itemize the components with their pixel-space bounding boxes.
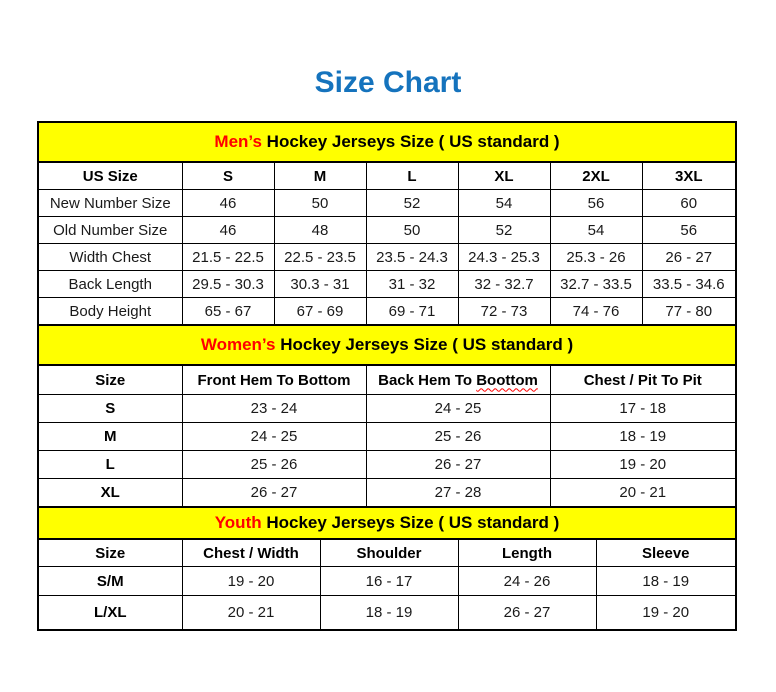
womens-column-header: Chest / Pit To Pit: [550, 366, 735, 395]
womens-banner-highlight: Women’s: [200, 335, 276, 354]
youth-column-header: Shoulder: [320, 540, 458, 567]
table-cell: 25.3 - 26: [550, 244, 642, 271]
mens-banner-text: Hockey Jerseys Size ( US standard ): [261, 132, 560, 151]
table-cell: 56: [550, 190, 642, 217]
table-cell: 32.7 - 33.5: [550, 271, 642, 298]
table-cell: 60: [642, 190, 735, 217]
mens-row-label: Old Number Size: [39, 217, 182, 244]
mens-row-label: Width Chest: [39, 244, 182, 271]
page-title: Size Chart: [314, 66, 462, 99]
mens-column-header: L: [366, 163, 458, 190]
table-cell: 77 - 80: [642, 298, 735, 325]
table-cell: 26 - 27: [366, 451, 550, 479]
table-cell: 23.5 - 24.3: [366, 244, 458, 271]
table-cell: 24.3 - 25.3: [458, 244, 550, 271]
table-cell: 26 - 27: [642, 244, 735, 271]
table-cell: 21.5 - 22.5: [182, 244, 274, 271]
table-cell: 31 - 32: [366, 271, 458, 298]
mens-banner-highlight: Men’s: [214, 132, 262, 151]
table-row: [39, 395, 735, 423]
table-cell: 56: [642, 217, 735, 244]
youth-section-banner: [39, 506, 735, 540]
table-cell: 19 - 20: [596, 596, 735, 630]
table-cell: 50: [366, 217, 458, 244]
table-row: [39, 451, 735, 479]
youth-column-header: Sleeve: [596, 540, 735, 567]
youth-banner-highlight: Youth: [214, 513, 262, 532]
mens-row-label: New Number Size: [39, 190, 182, 217]
mens-column-header: S: [182, 163, 274, 190]
mens-row-label: Back Length: [39, 271, 182, 298]
youth-header-row: [39, 540, 735, 567]
mens-column-header: M: [274, 163, 366, 190]
table-cell: 46: [182, 217, 274, 244]
table-cell: 30.3 - 31: [274, 271, 366, 298]
mens-column-header: XL: [458, 163, 550, 190]
table-cell: 17 - 18: [550, 395, 735, 423]
mens-column-header: 3XL: [642, 163, 735, 190]
womens-row-label: M: [39, 423, 182, 451]
table-cell: 25 - 26: [366, 423, 550, 451]
table-cell: 65 - 67: [182, 298, 274, 325]
table-cell: 52: [458, 217, 550, 244]
table-cell: 24 - 25: [366, 395, 550, 423]
table-row: [39, 479, 735, 507]
womens-section-banner: [39, 324, 735, 366]
youth-column-header: Chest / Width: [182, 540, 320, 567]
table-cell: 24 - 25: [182, 423, 366, 451]
table-row: [39, 596, 735, 630]
table-row: [39, 298, 735, 325]
womens-banner-text: Hockey Jerseys Size ( US standard ): [275, 335, 574, 354]
table-cell: 27 - 28: [366, 479, 550, 507]
table-cell: 18 - 19: [596, 567, 735, 596]
table-cell: 18 - 19: [320, 596, 458, 630]
table-cell: 69 - 71: [366, 298, 458, 325]
mens-header-row: [39, 163, 735, 190]
table-cell: 19 - 20: [550, 451, 735, 479]
table-cell: 20 - 21: [182, 596, 320, 630]
table-cell: 32 - 32.7: [458, 271, 550, 298]
womens-row-label: L: [39, 451, 182, 479]
table-cell: 18 - 19: [550, 423, 735, 451]
table-cell: 19 - 20: [182, 567, 320, 596]
youth-column-header: Length: [458, 540, 596, 567]
mens-column-header: US Size: [39, 163, 182, 190]
youth-column-header: Size: [39, 540, 182, 567]
youth-size-table: [39, 540, 735, 629]
womens-column-header: [366, 366, 550, 395]
womens-row-label: XL: [39, 479, 182, 507]
table-row: [39, 217, 735, 244]
table-cell: 72 - 73: [458, 298, 550, 325]
womens-column-header: Size: [39, 366, 182, 395]
womens-header-row: [39, 366, 735, 395]
table-cell: 22.5 - 23.5: [274, 244, 366, 271]
spellcheck-squiggle-word: Boottom: [476, 371, 538, 389]
womens-size-table: [39, 366, 735, 506]
table-cell: 25 - 26: [182, 451, 366, 479]
youth-banner-text: Hockey Jerseys Size ( US standard ): [261, 513, 560, 532]
table-row: [39, 567, 735, 596]
table-cell: 20 - 21: [550, 479, 735, 507]
mens-section-banner: [39, 123, 735, 163]
table-cell: 26 - 27: [182, 479, 366, 507]
table-row: [39, 244, 735, 271]
table-cell: 26 - 27: [458, 596, 596, 630]
table-cell: 74 - 76: [550, 298, 642, 325]
womens-row-label: S: [39, 395, 182, 423]
table-row: [39, 423, 735, 451]
table-cell: 67 - 69: [274, 298, 366, 325]
size-chart-container: [37, 121, 737, 631]
mens-column-header: 2XL: [550, 163, 642, 190]
table-cell: 23 - 24: [182, 395, 366, 423]
table-cell: 48: [274, 217, 366, 244]
mens-size-table: [39, 163, 735, 324]
table-cell: 24 - 26: [458, 567, 596, 596]
table-cell: 33.5 - 34.6: [642, 271, 735, 298]
mens-row-label: Body Height: [39, 298, 182, 325]
table-cell: 29.5 - 30.3: [182, 271, 274, 298]
table-cell: 54: [458, 190, 550, 217]
table-cell: 52: [366, 190, 458, 217]
table-cell: 46: [182, 190, 274, 217]
womens-column-header: Front Hem To Bottom: [182, 366, 366, 395]
youth-row-label: L/XL: [39, 596, 182, 630]
table-cell: 50: [274, 190, 366, 217]
table-cell: 54: [550, 217, 642, 244]
womens-column-header-text: Back Hem To: [378, 371, 477, 389]
table-row: [39, 271, 735, 298]
table-row: [39, 190, 735, 217]
youth-row-label: S/M: [39, 567, 182, 596]
table-cell: 16 - 17: [320, 567, 458, 596]
